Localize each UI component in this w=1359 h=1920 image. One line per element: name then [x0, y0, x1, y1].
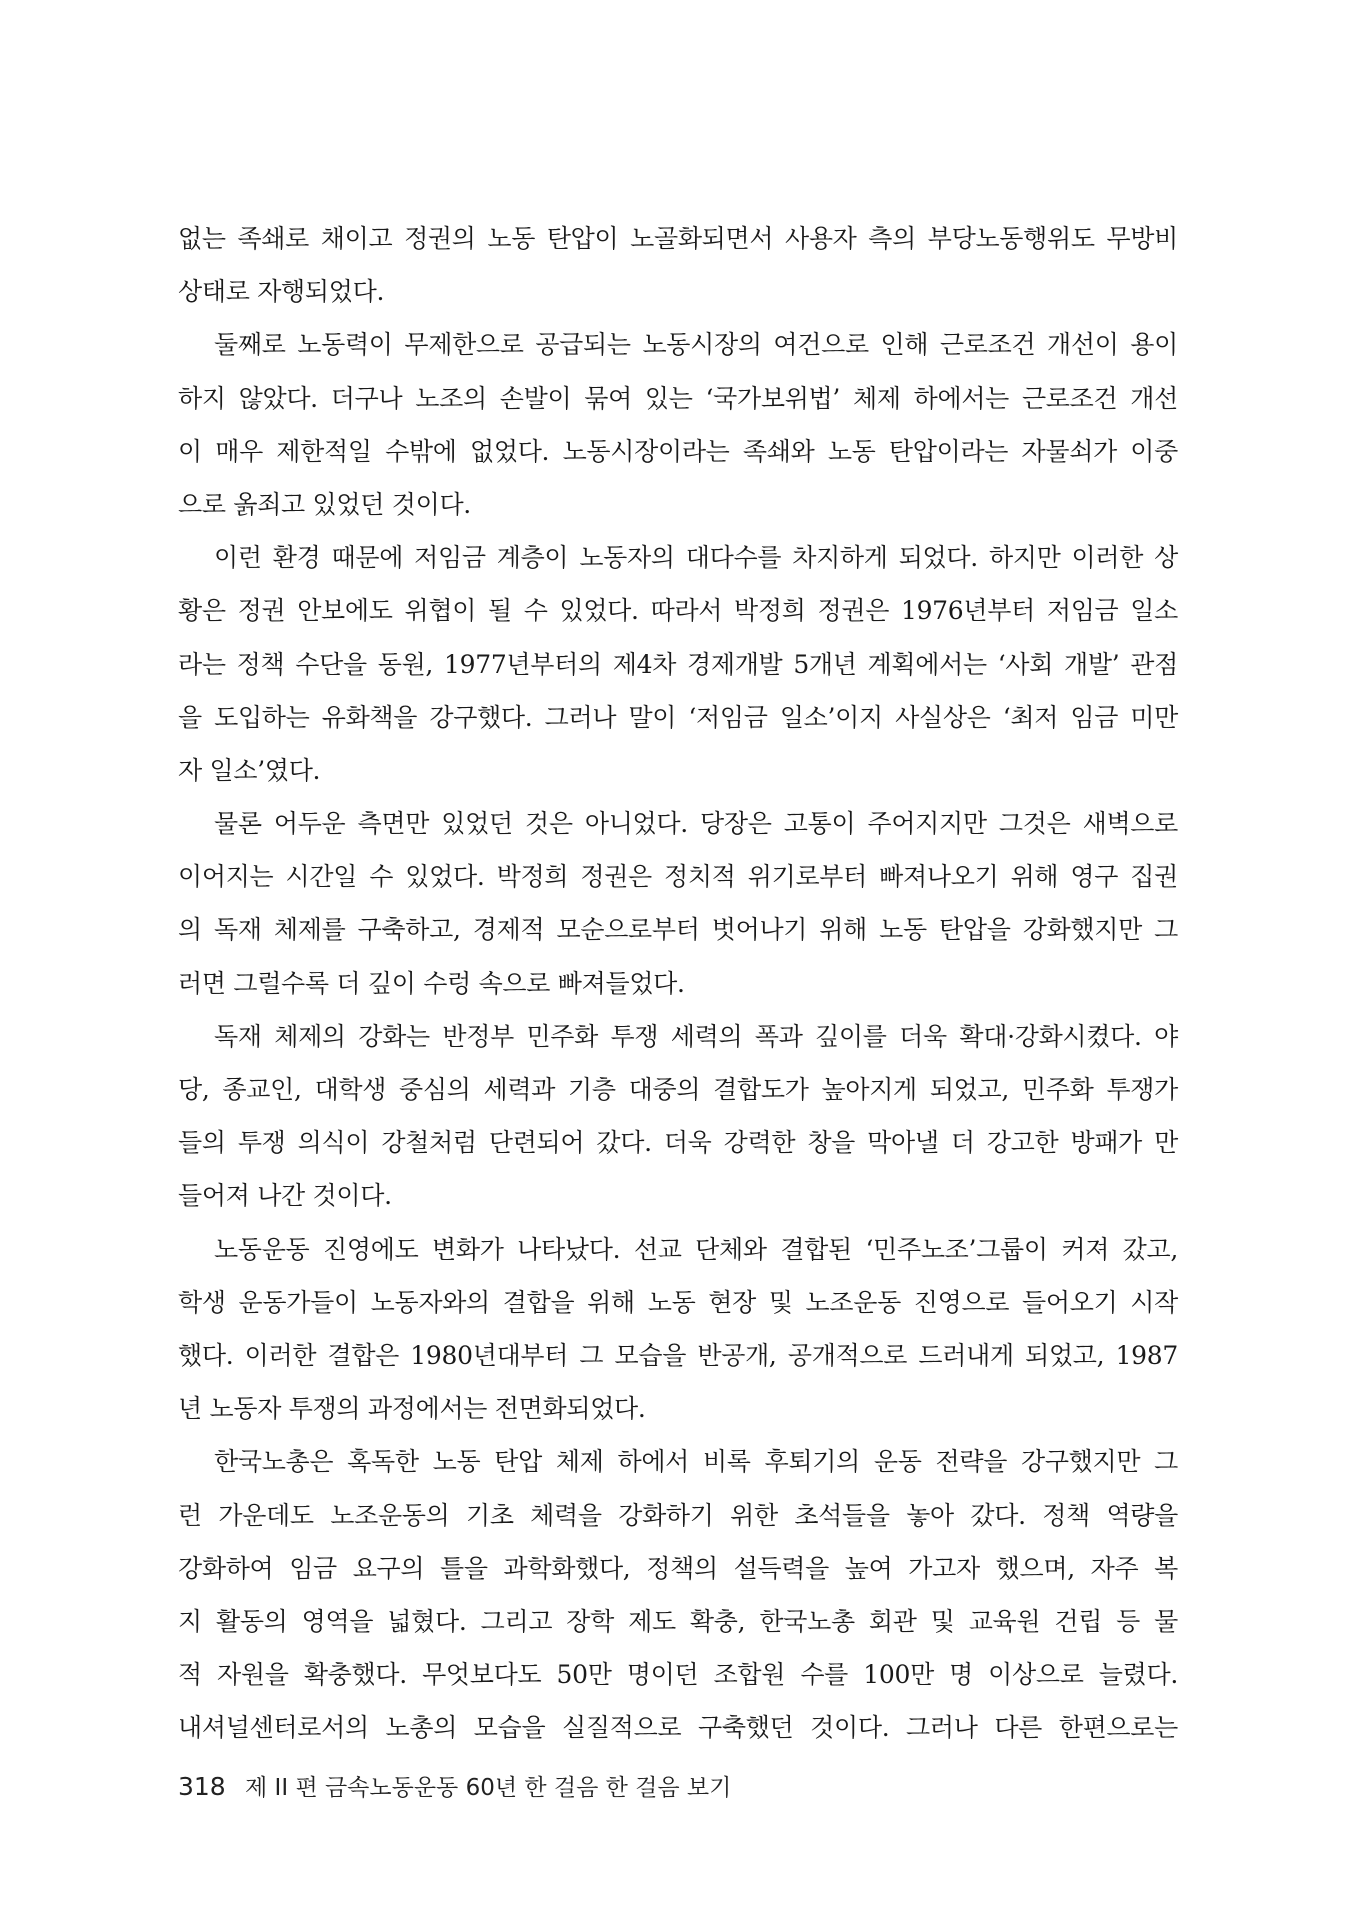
page-number: 318	[178, 1772, 226, 1801]
text-line: 노동운동 진영에도 변화가 나타났다. 선교 단체와 결합된 ‘민주노조’그룹이 커져 갔고,	[214, 1234, 1178, 1264]
text-line: 러면 그럴수록 더 깊이 수렁 속으로 빠져들었다.	[178, 968, 685, 998]
text-line: 년 노동자 투쟁의 과정에서는 전면화되었다.	[178, 1394, 646, 1424]
text-line: 상태로 자행되었다.	[178, 277, 385, 307]
page-footer	[178, 1770, 731, 1804]
text-line: 들의 투쟁 의식이 강철처럼 단련되어 갔다. 더욱 강력한 창을 막아낼 더 강고한 방패가 만	[178, 1128, 1178, 1158]
paragraph	[178, 531, 1178, 797]
text-line: 이런 환경 때문에 저임금 계층이 노동자의 대다수를 차지하게 되었다. 하지만 이러한 상	[214, 543, 1178, 573]
text-line: 이 매우 제한적일 수밖에 없었다. 노동시장이라는 족쇄와 노동 탄압이라는 자물쇠가 이중	[178, 436, 1178, 466]
text-line: 지 활동의 영역을 넓혔다. 그리고 장학 제도 확충, 한국노총 회관 및 교육원 건립 등 물	[178, 1606, 1178, 1636]
text-line: 한국노총은 혹독한 노동 탄압 체제 하에서 비록 후퇴기의 운동 전략을 강구했지만 그	[214, 1447, 1178, 1477]
text-line: 런 가운데도 노조운동의 기초 체력을 강화하기 위한 초석들을 놓아 갔다. 정책 역량을	[178, 1500, 1178, 1530]
text-line: 들어져 나간 것이다.	[178, 1181, 392, 1211]
text-line: 이어지는 시간일 수 있었다. 박정희 정권은 정치적 위기로부터 빠져나오기 위해 영구 집권	[178, 862, 1178, 892]
text-line: 으로 옭죄고 있었던 것이다.	[178, 489, 471, 519]
running-title: 제 II 편 금속노동운동 60년 한 걸음 한 걸음 보기	[245, 1775, 732, 1801]
text-line: 독재 체제의 강화는 반정부 민주화 투쟁 세력의 폭과 깊이를 더욱 확대·강화시켰다. 야	[214, 1021, 1178, 1051]
text-line: 라는 정책 수단을 동원, 1977년부터의 제4차 경제개발 5개년 계획에서는 ‘사회 개발’ 관점	[178, 649, 1178, 679]
text-line: 없는 족쇄로 채이고 정권의 노동 탄압이 노골화되면서 사용자 측의 부당노동행위도 무방비	[178, 224, 1178, 253]
paragraph	[178, 1435, 1178, 1754]
text-line: 내셔널센터로서의 노총의 모습을 실질적으로 구축했던 것이다. 그러나 다른 한편으로는	[178, 1713, 1178, 1743]
paragraph	[178, 1223, 1178, 1436]
text-line: 을 도입하는 유화책을 강구했다. 그러나 말이 ‘저임금 일소’이지 사실상은 ‘최저 임금 미만	[178, 702, 1178, 732]
paragraph	[178, 212, 1178, 318]
text-line: 적 자원을 확충했다. 무엇보다도 50만 명이던 조합원 수를 100만 명 이상으로 늘렸다.	[178, 1660, 1178, 1690]
text-line: 강화하여 임금 요구의 틀을 과학화했다, 정책의 설득력을 높여 가고자 했으며, 자주 복	[178, 1553, 1178, 1583]
text-line: 물론 어두운 측면만 있었던 것은 아니었다. 당장은 고통이 주어지지만 그것은 새벽으로	[214, 809, 1178, 839]
paragraph	[178, 1010, 1178, 1223]
paragraph	[178, 797, 1178, 1010]
body-text	[178, 212, 1178, 1754]
text-line: 둘째로 노동력이 무제한으로 공급되는 노동시장의 여건으로 인해 근로조건 개선이 용이	[214, 330, 1178, 360]
text-line: 의 독재 체제를 구축하고, 경제적 모순으로부터 벗어나기 위해 노동 탄압을 강화했지만 그	[178, 915, 1178, 945]
text-line: 했다. 이러한 결합은 1980년대부터 그 모습을 반공개, 공개적으로 드러내게 되었고, 1987	[178, 1340, 1178, 1370]
text-line: 황은 정권 안보에도 위협이 될 수 있었다. 따라서 박정희 정권은 1976년부터 저임금 일소	[178, 596, 1178, 626]
paragraph	[178, 318, 1178, 531]
text-line: 자 일소’였다.	[178, 755, 321, 785]
text-line: 학생 운동가들이 노동자와의 결합을 위해 노동 현장 및 노조운동 진영으로 들어오기 시작	[178, 1287, 1178, 1317]
text-line: 당, 종교인, 대학생 중심의 세력과 기층 대중의 결합도가 높아지게 되었고, 민주화 투쟁가	[178, 1075, 1178, 1104]
text-line: 하지 않았다. 더구나 노조의 손발이 묶여 있는 ‘국가보위법’ 체제 하에서는 근로조건 개선	[178, 383, 1178, 413]
